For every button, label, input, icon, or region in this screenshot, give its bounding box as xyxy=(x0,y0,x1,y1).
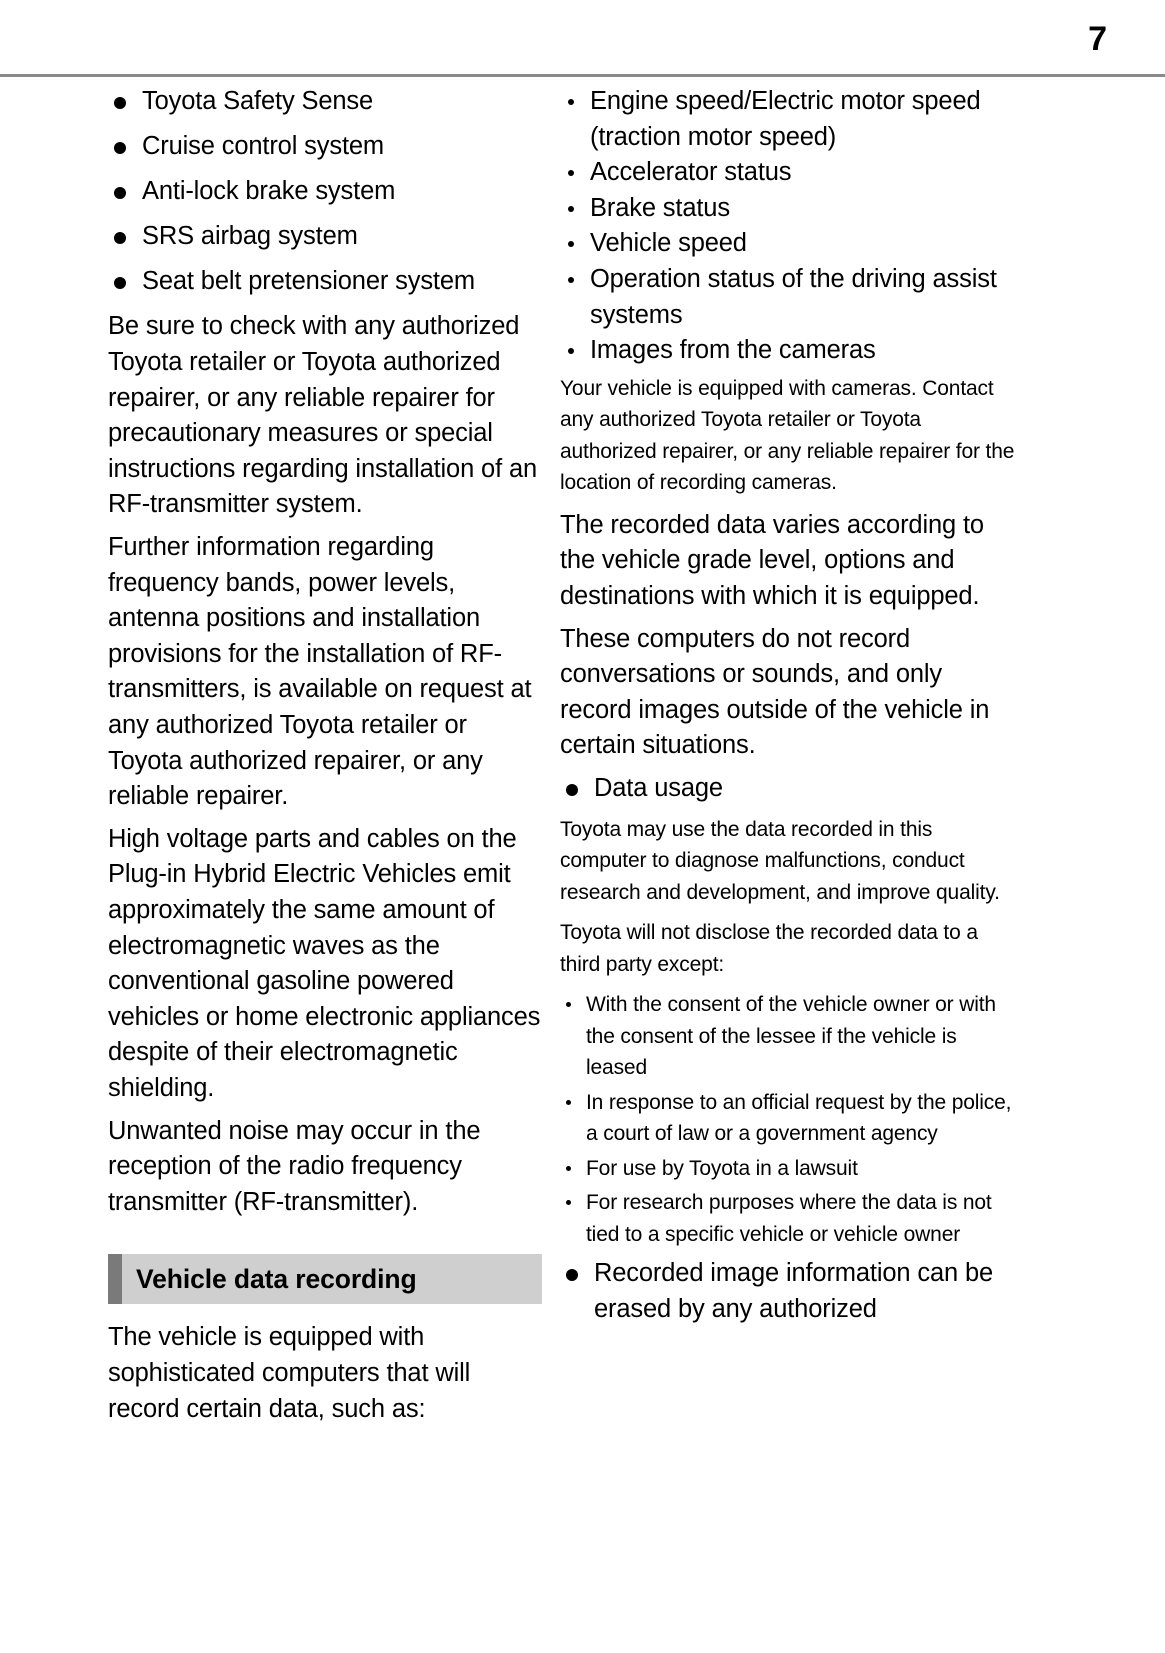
page-number: 7 xyxy=(1088,20,1107,58)
list-item-label: Accelerator status xyxy=(590,158,792,187)
list-item-label: Seat belt pretensioner system xyxy=(142,267,475,296)
paragraph: The vehicle is equipped with sophisticated computers that will record certain data, such as: xyxy=(108,1323,471,1423)
page-body xyxy=(0,84,1165,1434)
dot-bullet-icon xyxy=(568,155,578,191)
list-item-label: Brake status xyxy=(590,193,730,222)
list-item-label: Operation status of the driving assist systems xyxy=(590,264,997,329)
list-item-label: Anti-lock brake system xyxy=(142,177,396,206)
list-item-label: Vehicle speed xyxy=(590,229,747,258)
section-heading xyxy=(108,1254,542,1304)
list-item xyxy=(108,84,542,120)
section-heading-label: Vehicle data recording xyxy=(136,1263,417,1294)
paragraph: These computers do not record conversations or sounds, and only record images outside of the vehicle in certain situations. xyxy=(560,624,990,760)
paragraph: Further information regarding frequency bands, power levels, antenna positions and installation provisions for the installation of RF-transmitters, is available on request at any authorized Toyota retailer or Toyota authorized repairer, or any reliable repairer. xyxy=(108,533,532,811)
list-item xyxy=(560,333,1020,369)
list-item-label: Engine speed/Electric motor speed (traction motor speed) xyxy=(590,87,981,151)
page-header xyxy=(0,0,1165,76)
recorded-image-heading xyxy=(560,1256,1020,1327)
camera-note: Your vehicle is equipped with cameras. Contact any authorized Toyota retailer or Toyota authorized repairer, or any reliable repairer for the location of recording cameras. xyxy=(560,376,1015,495)
list-item xyxy=(560,1187,1020,1250)
list-item xyxy=(108,219,542,255)
dot-bullet-icon xyxy=(566,1153,576,1185)
filled-circle-bullet-icon xyxy=(114,84,127,120)
list-item xyxy=(560,1087,1020,1150)
dot-bullet-icon xyxy=(568,333,578,369)
list-item-label: Images from the cameras xyxy=(590,336,876,365)
list-item xyxy=(108,129,542,165)
list-item-label: With the consent of the vehicle owner or with the consent of the lessee if the vehicle is leased xyxy=(586,993,996,1079)
list-item xyxy=(108,174,542,210)
dot-bullet-icon xyxy=(566,1087,576,1119)
dot-bullet-icon xyxy=(568,84,578,120)
dot-bullet-icon xyxy=(566,1187,576,1219)
list-item xyxy=(560,84,1020,155)
list-item xyxy=(560,191,1020,227)
filled-circle-bullet-icon xyxy=(114,219,127,255)
disclosure-list xyxy=(560,989,1020,1250)
data-usage-heading xyxy=(560,771,1020,807)
header-divider xyxy=(0,74,1165,77)
filled-circle-bullet-icon xyxy=(566,1256,579,1292)
list-item-label: Cruise control system xyxy=(142,132,385,161)
right-column xyxy=(560,84,1165,1434)
list-item xyxy=(560,155,1020,191)
systems-list xyxy=(108,84,542,300)
paragraph: Toyota will not disclose the recorded data to a third party except: xyxy=(560,921,978,976)
paragraph: High voltage parts and cables on the Plug-in Hybrid Electric Vehicles emit approximately the same amount of electromagnetic waves as the conventional gasoline powered vehicles or home electronic appliances despite of their electromagnetic shielding. xyxy=(108,824,541,1102)
list-item xyxy=(108,264,542,300)
paragraph: Be sure to check with any authorized Toyota retailer or Toyota authorized repairer, or any reliable repairer for precautionary measures or special instructions regarding installation of an RF-transmitter system. xyxy=(108,312,538,519)
list-item xyxy=(560,226,1020,262)
dot-bullet-icon xyxy=(568,226,578,262)
filled-circle-bullet-icon xyxy=(114,174,127,210)
dot-bullet-icon xyxy=(568,191,578,227)
list-item xyxy=(560,262,1020,333)
list-item-label: In response to an official request by the police, a court of law or a government agency xyxy=(586,1090,1012,1145)
dot-bullet-icon xyxy=(566,989,576,1021)
list-item-label: Toyota Safety Sense xyxy=(142,87,374,115)
filled-circle-bullet-icon xyxy=(114,264,127,300)
list-item-label: For research purposes where the data is not tied to a specific vehicle or vehicle owner xyxy=(586,1191,992,1246)
heading-accent-bar xyxy=(108,1254,122,1304)
list-item-label: For use by Toyota in a lawsuit xyxy=(586,1156,858,1180)
recorded-data-list xyxy=(560,84,1020,369)
list-item xyxy=(560,1153,1020,1185)
list-item-label: SRS airbag system xyxy=(142,222,358,251)
recorded-image-heading-label: Recorded image information can be erased by any authorized xyxy=(594,1259,994,1323)
filled-circle-bullet-icon xyxy=(566,771,579,807)
list-item xyxy=(560,989,1020,1084)
paragraph: Unwanted noise may occur in the reception of the radio frequency transmitter (RF-transmitter). xyxy=(108,1116,481,1216)
paragraph: Toyota may use the data recorded in this computer to diagnose malfunctions, conduct research and development, and improve quality. xyxy=(560,817,1000,904)
dot-bullet-icon xyxy=(568,262,578,298)
left-column xyxy=(0,84,560,1434)
paragraph: The recorded data varies according to the vehicle grade level, options and destinations with which it is equipped. xyxy=(560,510,984,610)
data-usage-heading-label: Data usage xyxy=(594,773,723,802)
filled-circle-bullet-icon xyxy=(114,129,127,165)
